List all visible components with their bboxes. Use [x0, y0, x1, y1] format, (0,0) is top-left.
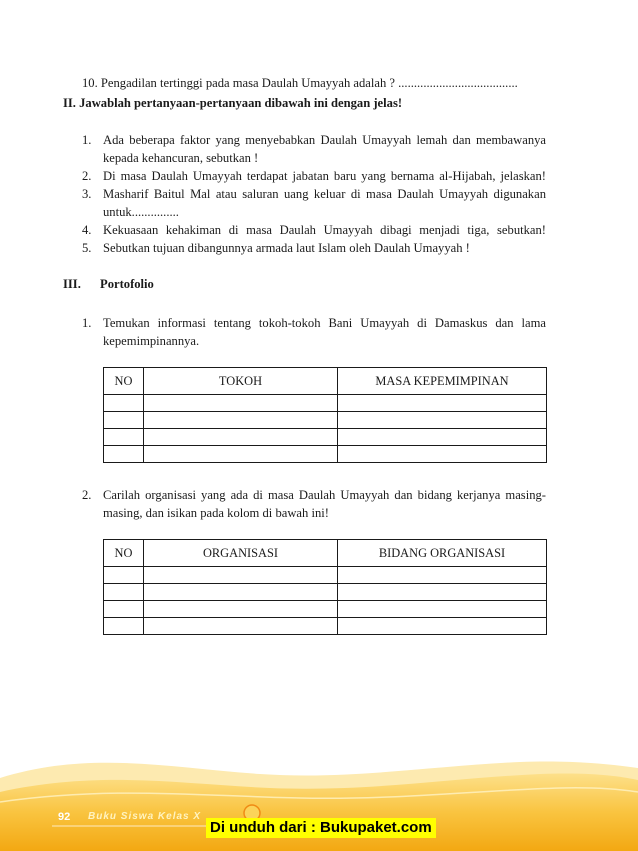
table-row [104, 584, 547, 601]
table-cell[interactable] [104, 618, 144, 635]
download-stamp: Di unduh dari : Bukupaket.com [206, 818, 436, 838]
q2-line1: Di masa Daulah Umayyah terdapat jabatan baru yang bernama al-Hijabah, jelaskan! [103, 169, 546, 183]
q1-line2: kepada kehancuran, sebutkan ! [103, 151, 259, 165]
table-cell[interactable] [338, 429, 547, 446]
table-row [104, 567, 547, 584]
table-cell[interactable] [144, 395, 338, 412]
q1-line1: Ada beberapa faktor yang menyebabkan Daulah Umayyah lemah dan membawanya [103, 133, 546, 147]
column-header-no: NO [104, 540, 144, 567]
table-cell[interactable] [144, 618, 338, 635]
table-row [104, 601, 547, 618]
task1-number: 1. [82, 316, 92, 330]
q3-line1: Masharif Baitul Mal atau saluran uang keluar di masa Daulah Umayyah digunakan [103, 187, 546, 201]
task1-line1: Temukan informasi tentang tokoh-tokoh Bani Umayyah di Damaskus dan lama [103, 316, 546, 330]
table-cell[interactable] [338, 601, 547, 618]
table-cell[interactable] [338, 395, 547, 412]
column-header-no: NO [104, 368, 144, 395]
q3-number: 3. [82, 187, 92, 201]
organisasi-table [103, 539, 547, 635]
table-cell[interactable] [144, 601, 338, 618]
tokoh-table [103, 367, 547, 463]
q2-number: 2. [82, 169, 92, 183]
table-cell[interactable] [338, 412, 547, 429]
column-header-masa-kepemimpinan: MASA KEPEMIMPINAN [338, 368, 547, 395]
table-cell[interactable] [338, 567, 547, 584]
table-cell[interactable] [104, 412, 144, 429]
task2-number: 2. [82, 488, 92, 502]
table-cell[interactable] [144, 429, 338, 446]
column-header-bidang-organisasi: BIDANG ORGANISASI [338, 540, 547, 567]
table-header-row [104, 540, 547, 567]
q4-line1: Kekuasaan kehakiman di masa Daulah Umayyah dibagi menjadi tiga, sebutkan! [103, 223, 546, 237]
q4-number: 4. [82, 223, 92, 237]
q1-number: 1. [82, 133, 92, 147]
table-row [104, 429, 547, 446]
table-header-row [104, 368, 547, 395]
table-cell[interactable] [338, 618, 547, 635]
table-row [104, 395, 547, 412]
table-row [104, 412, 547, 429]
task2-line1: Carilah organisasi yang ada di masa Daulah Umayyah dan bidang kerjanya masing- [103, 488, 546, 502]
q3-line2: untuk............... [103, 205, 179, 219]
question-10: 10. Pengadilan tertinggi pada masa Daulah Umayyah adalah ? ...................................... [82, 76, 518, 90]
column-header-organisasi: ORGANISASI [144, 540, 338, 567]
table-cell[interactable] [104, 601, 144, 618]
table-row [104, 618, 547, 635]
q5-line1: Sebutkan tujuan dibangunnya armada laut Islam oleh Daulah Umayyah ! [103, 241, 470, 255]
section-3-heading: Portofolio [100, 277, 154, 291]
table-cell[interactable] [104, 584, 144, 601]
table-cell[interactable] [144, 446, 338, 463]
table-cell[interactable] [144, 584, 338, 601]
table-cell[interactable] [144, 567, 338, 584]
book-title: Buku Siswa Kelas X [88, 811, 202, 822]
table-cell[interactable] [144, 412, 338, 429]
section-2-heading: II. Jawablah pertanyaan-pertanyaan dibawah ini dengan jelas! [63, 96, 403, 110]
task1-line2: kepemimpinannya. [103, 334, 200, 348]
table-cell[interactable] [338, 446, 547, 463]
q5-number: 5. [82, 241, 92, 255]
table-row [104, 446, 547, 463]
section-3-roman: III. [63, 277, 81, 291]
table-cell[interactable] [104, 395, 144, 412]
page-number: 92 [58, 811, 71, 823]
table-cell[interactable] [104, 429, 144, 446]
table-cell[interactable] [338, 584, 547, 601]
column-header-tokoh: TOKOH [144, 368, 338, 395]
task2-line2: masing, dan isikan pada kolom di bawah ini! [103, 506, 329, 520]
table-cell[interactable] [104, 567, 144, 584]
table-cell[interactable] [104, 446, 144, 463]
